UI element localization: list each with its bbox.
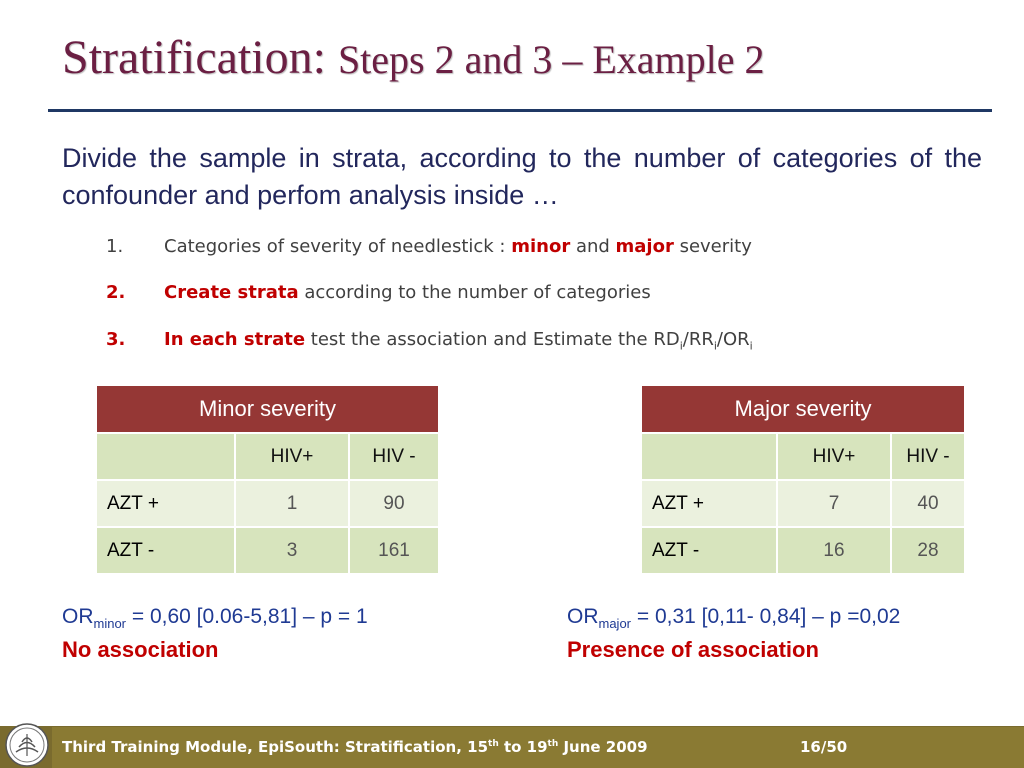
row-label: AZT + (96, 480, 235, 527)
step-3-number: 3. (106, 329, 126, 350)
table-row (641, 480, 965, 527)
step-1-text-c: severity (673, 236, 752, 257)
minor-table-header-row (96, 433, 439, 480)
step-3-sub-3: i (749, 339, 753, 353)
cell-value: 3 (235, 527, 349, 574)
major-or-result (567, 605, 900, 631)
minor-severity-table (95, 384, 440, 575)
footer-text-b: to 19 (498, 738, 548, 756)
step-3-sub-2: i (713, 339, 717, 353)
step-1-number: 1. (106, 236, 124, 257)
row-label: AZT - (96, 527, 235, 574)
cell-value: 28 (891, 527, 965, 574)
slide-title-main: Stratification: (62, 31, 338, 84)
step-1-text-b: and (570, 236, 616, 257)
row-label: AZT - (641, 527, 777, 574)
step-3-sep-1: /RR (682, 329, 714, 350)
step-1-em-major: major (615, 236, 674, 257)
step-2 (106, 282, 651, 303)
minor-or-value: = 0,60 [0.06-5,81] – p = 1 (126, 605, 368, 628)
table-row (96, 480, 439, 527)
minor-or-label: OR (62, 605, 94, 628)
step-3-em: In each strate (164, 329, 306, 350)
minor-table-title: Minor severity (96, 385, 439, 433)
step-2-em: Create strata (164, 282, 299, 303)
cell-value: 40 (891, 480, 965, 527)
footer-sup-2: th (547, 739, 559, 749)
major-severity-table (640, 384, 966, 575)
cell-value: 1 (235, 480, 349, 527)
cell-value: 7 (777, 480, 891, 527)
intro-paragraph: Divide the sample in strata, according to the number of categories of the confounder and perfom analysis inside … (62, 143, 982, 210)
footer-text-c: June 2009 (558, 738, 648, 756)
step-1-em-minor: minor (511, 236, 571, 257)
cell-value: 16 (777, 527, 891, 574)
minor-table-corner (96, 433, 235, 480)
cell-value: 90 (349, 480, 439, 527)
table-row (641, 527, 965, 574)
row-label: AZT + (641, 480, 777, 527)
minor-conclusion: No association (62, 637, 219, 662)
major-col-hiv-neg: HIV - (891, 433, 965, 480)
step-3 (106, 329, 753, 353)
footer-text (62, 738, 648, 756)
step-3-text: test the association and Estimate the RD (305, 329, 680, 350)
step-3-sub-1: i (679, 339, 683, 353)
title-divider (48, 109, 992, 112)
minor-col-hiv-neg: HIV - (349, 433, 439, 480)
table-row (96, 527, 439, 574)
step-1 (106, 236, 752, 257)
episouth-logo-icon (4, 722, 50, 768)
step-2-text: according to the number of categories (298, 282, 651, 303)
major-table-corner (641, 433, 777, 480)
step-3-sep-2: /OR (716, 329, 750, 350)
minor-col-hiv-pos: HIV+ (235, 433, 349, 480)
slide-title (62, 30, 765, 85)
slide-title-sub: Steps 2 and 3 – Example 2 (337, 37, 765, 82)
major-conclusion: Presence of association (567, 637, 819, 662)
step-1-text-a: Categories of severity of needlestick : (164, 236, 512, 257)
major-or-value: = 0,31 [0,11- 0,84] – p =0,02 (631, 605, 901, 628)
major-col-hiv-pos: HIV+ (777, 433, 891, 480)
footer-text-a: Third Training Module, EpiSouth: Stratification, 15 (62, 738, 489, 756)
step-2-number: 2. (106, 282, 126, 303)
major-or-label: OR (567, 605, 599, 628)
major-table-title: Major severity (641, 385, 965, 433)
minor-or-result (62, 605, 368, 631)
major-or-subscript: major (598, 616, 632, 632)
minor-or-subscript: minor (93, 616, 127, 632)
page-number: 16/50 (800, 738, 848, 756)
cell-value: 161 (349, 527, 439, 574)
footer-sup-1: th (488, 739, 499, 749)
major-table-header-row (641, 433, 965, 480)
